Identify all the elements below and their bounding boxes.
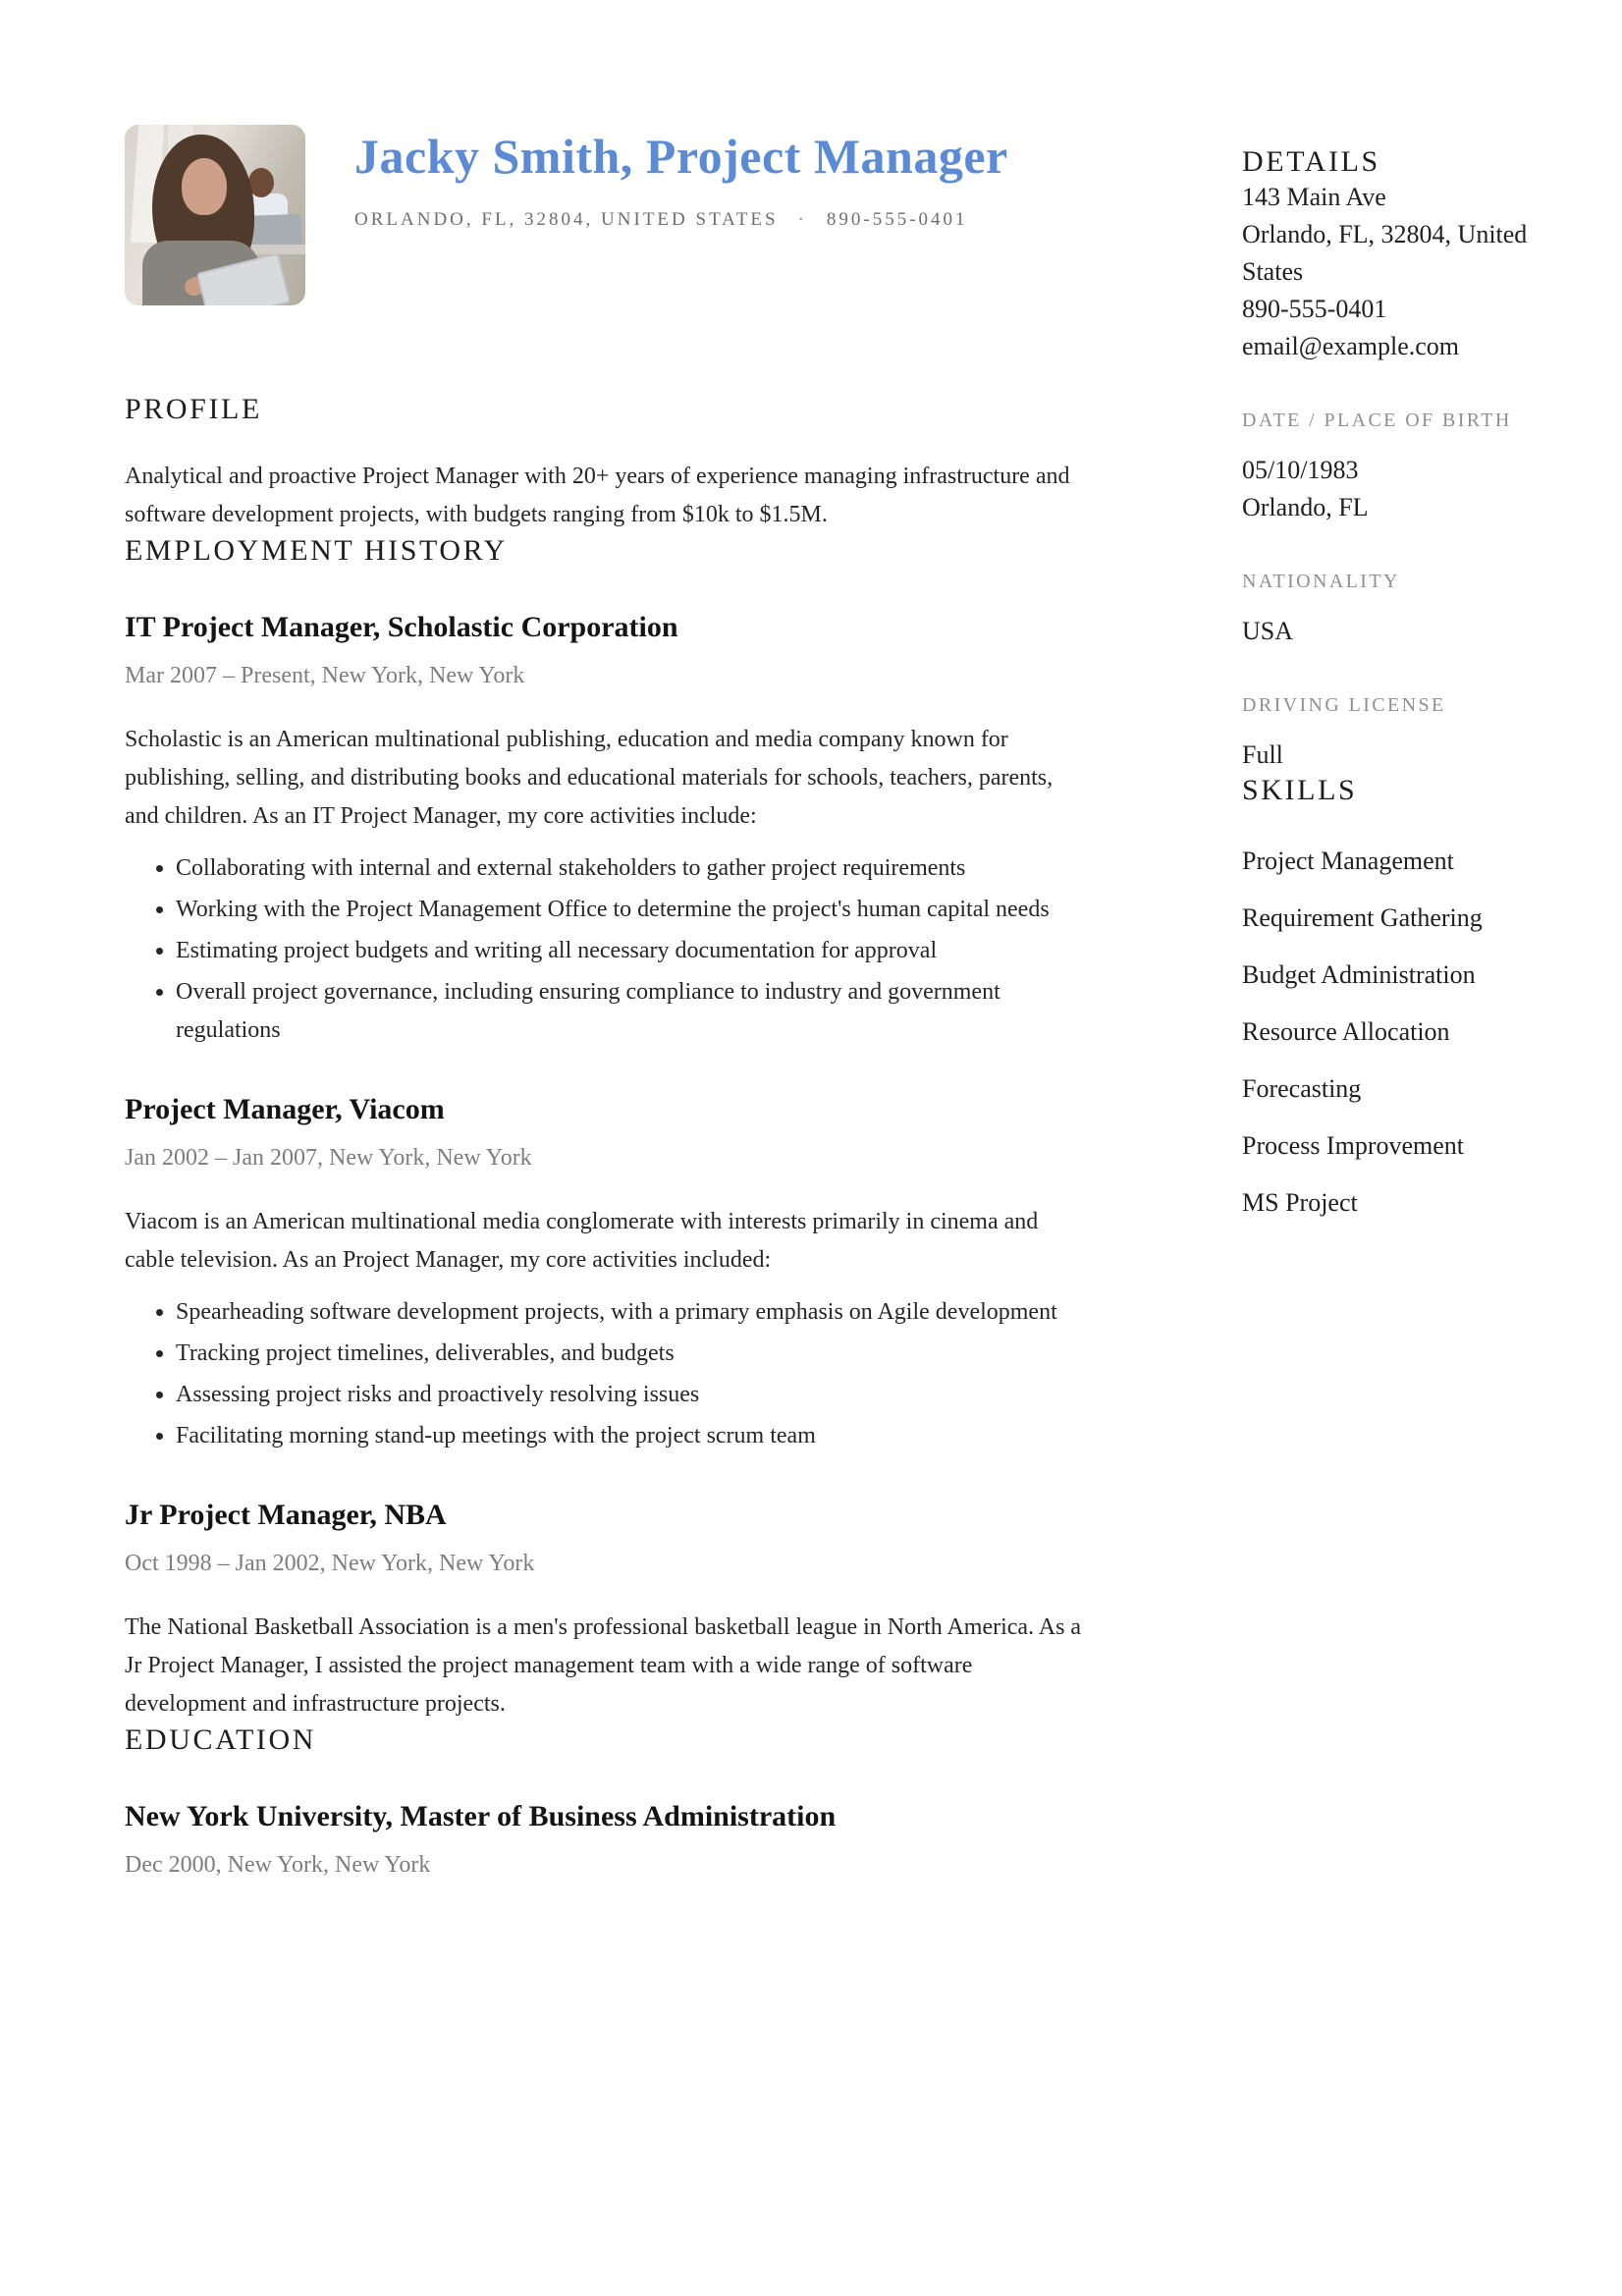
address-line-2: Orlando, FL, 32804, United States (1242, 220, 1528, 286)
job-bullet: • Assessing project risks and proactively resolving issues (176, 1376, 1092, 1414)
job-bullet-list (125, 1293, 1092, 1455)
job-title: IT Project Manager, Scholastic Corporation (125, 611, 678, 643)
page-title: Jacky Smith, Project Manager (354, 129, 1008, 184)
education-dates: Dec 2000, New York, New York (125, 1852, 431, 1878)
skill-item: Forecasting (1242, 1074, 1362, 1103)
driving-license-value: Full (1242, 740, 1283, 769)
education-section-heading: EDUCATION (125, 1723, 317, 1756)
employment-section-heading: EMPLOYMENT HISTORY (125, 534, 508, 567)
skills-list (1242, 847, 1566, 1218)
skill-item: Process Improvement (1242, 1131, 1465, 1160)
job-bullet: • Spearheading software development projects, with a primary emphasis on Agile development (176, 1293, 1092, 1332)
profile-summary: Analytical and proactive Project Manager with 20+ years of experience managing infrastructure and software development projects, with budgets ranging from $10k to $1.5M. (125, 464, 1070, 527)
job-bullet: • Facilitating morning stand-up meetings with the project scrum team (176, 1417, 1092, 1455)
education-entry (125, 1800, 1092, 1880)
profile-photo (125, 125, 305, 305)
job-bullet: • Overall project governance, including ensuring compliance to industry and government regulations (176, 973, 1092, 1050)
contact-line (354, 209, 1008, 231)
address-line-1: 143 Main Ave (1242, 183, 1386, 211)
job-title: Project Manager, Viacom (125, 1093, 445, 1125)
job-description: Viacom is an American multinational media conglomerate with interests primarily in cinema and cable television. As an Project Manager, my core activities included: (125, 1209, 1039, 1273)
photo-woman-face (182, 158, 227, 215)
email-address[interactable]: email@example.com (1242, 332, 1460, 360)
job-title: Jr Project Manager, NBA (125, 1499, 447, 1531)
birth-date: 05/10/1983 (1242, 456, 1359, 484)
contact-separator-dot: · (797, 209, 807, 230)
profile-section-heading: PROFILE (125, 393, 262, 425)
job-bullet: • Collaborating with internal and external stakeholders to gather project requirements (176, 849, 1092, 888)
birth-label: DATE / PLACE OF BIRTH (1242, 410, 1512, 431)
job-dates: Mar 2007 – Present, New York, New York (125, 663, 525, 688)
skill-item: Budget Administration (1242, 960, 1476, 989)
job-bullet: • Estimating project budgets and writing all necessary documentation for approval (176, 932, 1092, 970)
job-entry (125, 611, 1092, 1050)
skills-heading: SKILLS (1242, 774, 1358, 806)
job-dates: Oct 1998 – Jan 2002, New York, New York (125, 1551, 535, 1576)
job-bullet: • Working with the Project Management Office to determine the project's human capital needs (176, 891, 1092, 929)
nationality-value: USA (1242, 617, 1294, 645)
job-bullet-list (125, 849, 1092, 1050)
job-bullet: • Tracking project timelines, deliverables, and budgets (176, 1335, 1092, 1373)
header-text-block (354, 125, 1008, 231)
job-entry (125, 1093, 1092, 1455)
sidebar (1242, 145, 1566, 1245)
birth-place: Orlando, FL (1242, 493, 1369, 521)
job-entry (125, 1499, 1092, 1723)
driving-license-label: DRIVING LICENSE (1242, 694, 1446, 716)
job-dates: Jan 2002 – Jan 2007, New York, New York (125, 1145, 532, 1171)
contact-phone: 890-555-0401 (826, 209, 968, 230)
skill-item: Project Management (1242, 847, 1454, 875)
details-heading: DETAILS (1242, 145, 1380, 178)
nationality-label: NATIONALITY (1242, 571, 1400, 592)
skill-item: Resource Allocation (1242, 1017, 1450, 1046)
phone-number: 890-555-0401 (1242, 295, 1387, 323)
resume-header (125, 125, 1008, 305)
job-description: The National Basketball Association is a men's professional basketball league in North America. As a Jr Project Manager, I assisted the project management team with a wide range of software development and infrastructure projects. (125, 1614, 1082, 1717)
skill-item: Requirement Gathering (1242, 903, 1483, 932)
job-description: Scholastic is an American multinational publishing, education and media company known for publishing, selling, and distributing books and educational materials for schools, teachers, parents, and children. As an IT Project Manager, my core activities include: (125, 727, 1054, 829)
education-title: New York University, Master of Business Administration (125, 1800, 837, 1832)
skill-item: MS Project (1242, 1188, 1358, 1217)
contact-location: ORLANDO, FL, 32804, UNITED STATES (354, 209, 779, 230)
main-column (125, 393, 1092, 1880)
